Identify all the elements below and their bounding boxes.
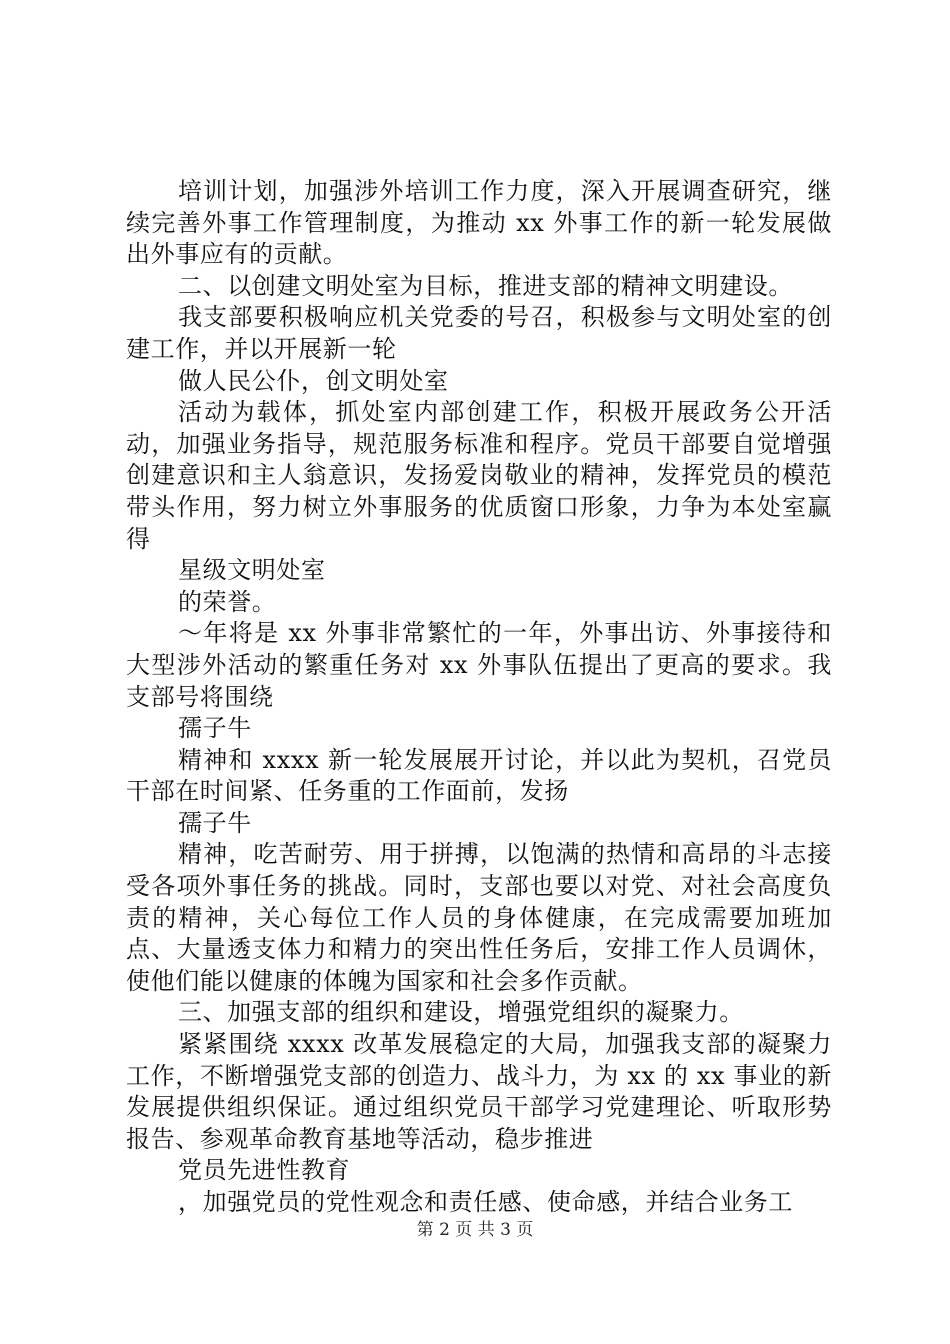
paragraph: ～年将是 xx 外事非常繁忙的一年，外事出访、外事接待和大型涉外活动的繁重任务对 xx 外事队伍提出了更高的要求。我支部号将围绕 [126, 619, 832, 711]
section-heading: 二、以创建文明处室为目标，推进支部的精神文明建设。 [178, 271, 793, 300]
paragraph: 紧紧围绕 xxxx 改革发展稳定的大局，加强我支部的凝聚力工作，不断增强党支部的创造力、战斗力，为 xx 的 xx 事业的新发展提供组织保证。通过组织党员干部学习党建理论、听取形势报告、参观革命教育基地等活动，稳步推进 [126, 1030, 832, 1153]
paragraph: 活动为载体，抓处室内部创建工作，积极开展政务公开活动，加强业务指导，规范服务标准和程序。党员干部要自觉增强创建意识和主人翁意识，发扬爱岗敬业的精神，发挥党员的模范带头作用，努力树立外事服务的优质窗口形象，力争为本处室赢得 [126, 398, 832, 553]
paragraph: 党员先进性教育 [178, 1156, 351, 1185]
section-heading: 三、加强支部的组织和建设，增强党组织的凝聚力。 [178, 998, 744, 1027]
page-number-footer: 第 2 页 共 3 页 [416, 1220, 534, 1240]
paragraph: 做人民公仆，创文明处室 [178, 366, 449, 395]
paragraph: 精神，吃苦耐劳、用于拼搏，以饱满的热情和高昂的斗志接受各项外事任务的挑战。同时，支部也要以对党、对社会高度负责的精神，关心每位工作人员的身体健康，在完成需要加班加点、大量透支体力和精力的突出性任务后，安排工作人员调休，使他们能以健康的体魄为国家和社会多作贡献。 [126, 840, 832, 995]
paragraph: 培训计划，加强涉外培训工作力度，深入开展调查研究，继续完善外事工作管理制度，为推动 xx 外事工作的新一轮发展做出外事应有的贡献。 [126, 177, 832, 269]
document-body [126, 176, 832, 1219]
paragraph: 孺子牛 [178, 808, 252, 837]
paragraph: 的荣誉。 [178, 587, 277, 616]
paragraph: 星级文明处室 [178, 556, 326, 585]
paragraph: ，加强党员的党性观念和责任感、使命感，并结合业务工 [178, 1188, 793, 1216]
paragraph: 孺子牛 [178, 714, 252, 743]
paragraph: 我支部要积极响应机关党委的号召，积极参与文明处室的创建工作，并以开展新一轮 [126, 303, 832, 363]
paragraph: 精神和 xxxx 新一轮发展展开讨论，并以此为契机，召党员干部在时间紧、任务重的工作面前，发扬 [126, 745, 832, 806]
